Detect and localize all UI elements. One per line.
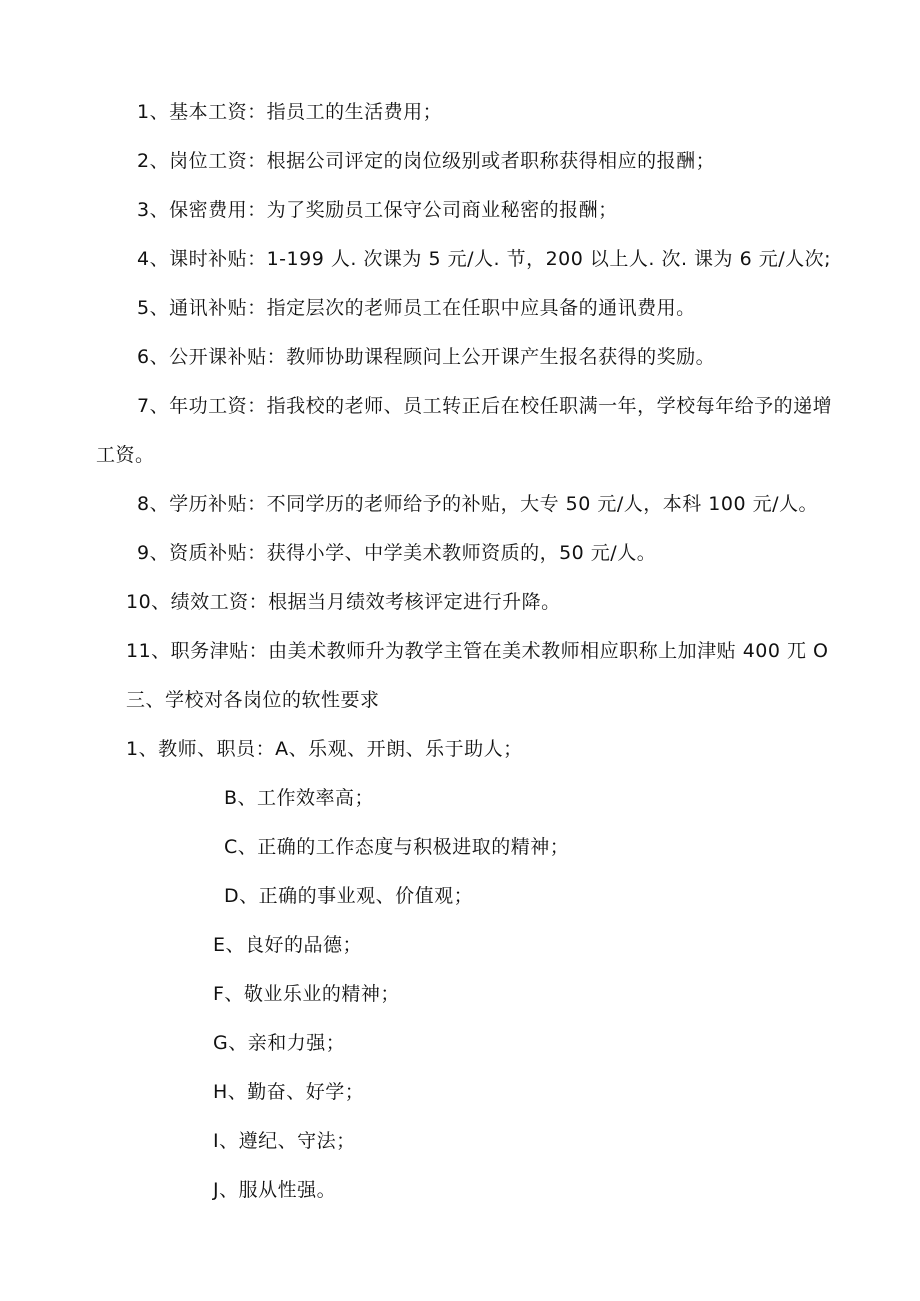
item-7-seniority-salary: 7、年功工资：指我校的老师、员工转正后在校任职满一年，学校每年给予的递增 (137, 395, 833, 417)
requirement-f: F、敬业乐业的精神； (213, 983, 400, 1005)
item-8-education-subsidy: 8、学历补贴：不同学历的老师给予的补贴，大专 50 元/人，本科 100 元/人。 (137, 493, 818, 515)
requirement-1-teachers-staff: 1、教师、职员：A、乐观、开朗、乐于助人； (126, 738, 523, 760)
item-6-open-class-subsidy: 6、公开课补贴：教师协助课程顾问上公开课产生报名获得的奖励。 (137, 346, 716, 368)
item-9-qualification-subsidy: 9、资质补贴：获得小学、中学美术教师资质的，50 元/人。 (137, 542, 657, 564)
requirement-e: E、良好的品德； (213, 934, 363, 956)
item-7-continuation: 工资。 (96, 444, 155, 466)
section-3-heading: 三、学校对各岗位的软性要求 (126, 689, 380, 711)
item-11-post-allowance: 11、职务津贴：由美术教师升为教学主管在美术教师相应职称上加津贴 400 兀 O (126, 640, 829, 662)
requirement-b: B、工作效率高； (224, 787, 375, 809)
item-4-class-hour-subsidy: 4、课时补贴：1-199 人. 次课为 5 元/人. 节，200 以上人. 次. 课为 6 元/人次; (137, 248, 831, 270)
requirement-g: G、亲和力强； (213, 1032, 346, 1054)
item-10-performance-salary: 10、绩效工资：根据当月绩效考核评定进行升降。 (126, 591, 561, 613)
item-5-communication-subsidy: 5、通讯补贴：指定层次的老师员工在任职中应具备的通讯费用。 (137, 297, 696, 319)
requirement-d: D、正确的事业观、价值观； (224, 885, 474, 907)
item-3-confidentiality-fee: 3、保密费用：为了奖励员工保守公司商业秘密的报酬； (137, 199, 618, 221)
item-2-position-salary: 2、岗位工资：根据公司评定的岗位级别或者职称获得相应的报酬； (137, 150, 716, 172)
requirement-j: J、服从性强。 (213, 1179, 337, 1201)
requirement-h: H、勤奋、好学； (213, 1081, 365, 1103)
requirement-i: I、遵纪、守法； (213, 1130, 356, 1152)
requirement-c: C、正确的工作态度与积极进取的精神； (224, 836, 570, 858)
item-1-basic-salary: 1、基本工资：指员工的生活费用； (137, 101, 443, 123)
